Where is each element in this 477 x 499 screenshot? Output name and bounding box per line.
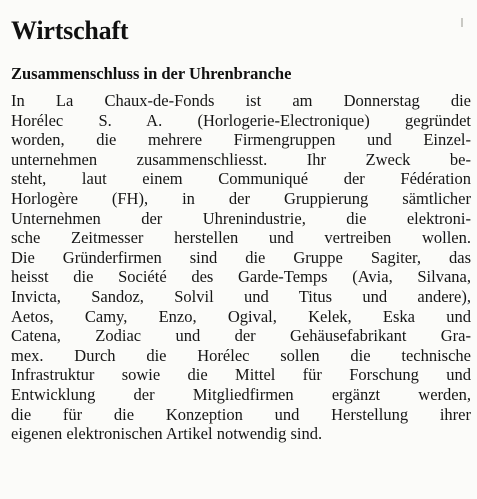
article-line: Horlogère (FH), in der Gruppierung sämtlicher — [11, 188, 471, 208]
article-line: mex. Durch die Horélec sollen die technische — [11, 345, 471, 365]
article-line: heisst die Société des Garde-Temps (Avia, Silvana, — [11, 267, 471, 287]
article-line: Infrastruktur sowie die Mittel für Forschung und — [11, 365, 471, 385]
article-line: Catena, Zodiac und der Gehäusefabrikant Gra- — [11, 326, 471, 346]
article-line: Horélec S. A. (Horlogerie-Electronique) gegründet — [11, 110, 471, 130]
article-line: Invicta, Sandoz, Solvil und Titus und andere), — [11, 286, 471, 306]
article-body — [11, 91, 471, 444]
article-line: sche Zeitmesser herstellen und vertreiben wollen. — [11, 228, 471, 248]
article-line: In La Chaux-de-Fonds ist am Donnerstag die — [11, 91, 471, 110]
article-line: Aetos, Camy, Enzo, Ogival, Kelek, Eska und — [11, 306, 471, 326]
article-line: die für die Konzeption und Herstellung ihrer — [11, 404, 471, 424]
article-line: unternehmen zusammenschliesst. Ihr Zweck be- — [11, 149, 471, 169]
scan-artifact — [461, 18, 463, 27]
article-line: Die Gründerfirmen sind die Gruppe Sagiter, das — [11, 247, 471, 267]
article-headline: Zusammenschluss in der Uhrenbranche — [11, 64, 292, 83]
section-title: Wirtschaft — [11, 16, 129, 45]
article-line: worden, die mehrere Firmengruppen und Einzel- — [11, 130, 471, 150]
article-line: Unternehmen der Uhrenindustrie, die elektroni- — [11, 208, 471, 228]
article-line: steht, laut einem Communiqué der Fédération — [11, 169, 471, 189]
article-line: Entwicklung der Mitgliedfirmen ergänzt werden, — [11, 384, 471, 404]
article-line: eigenen elektronischen Artikel notwendig sind. — [11, 424, 323, 444]
